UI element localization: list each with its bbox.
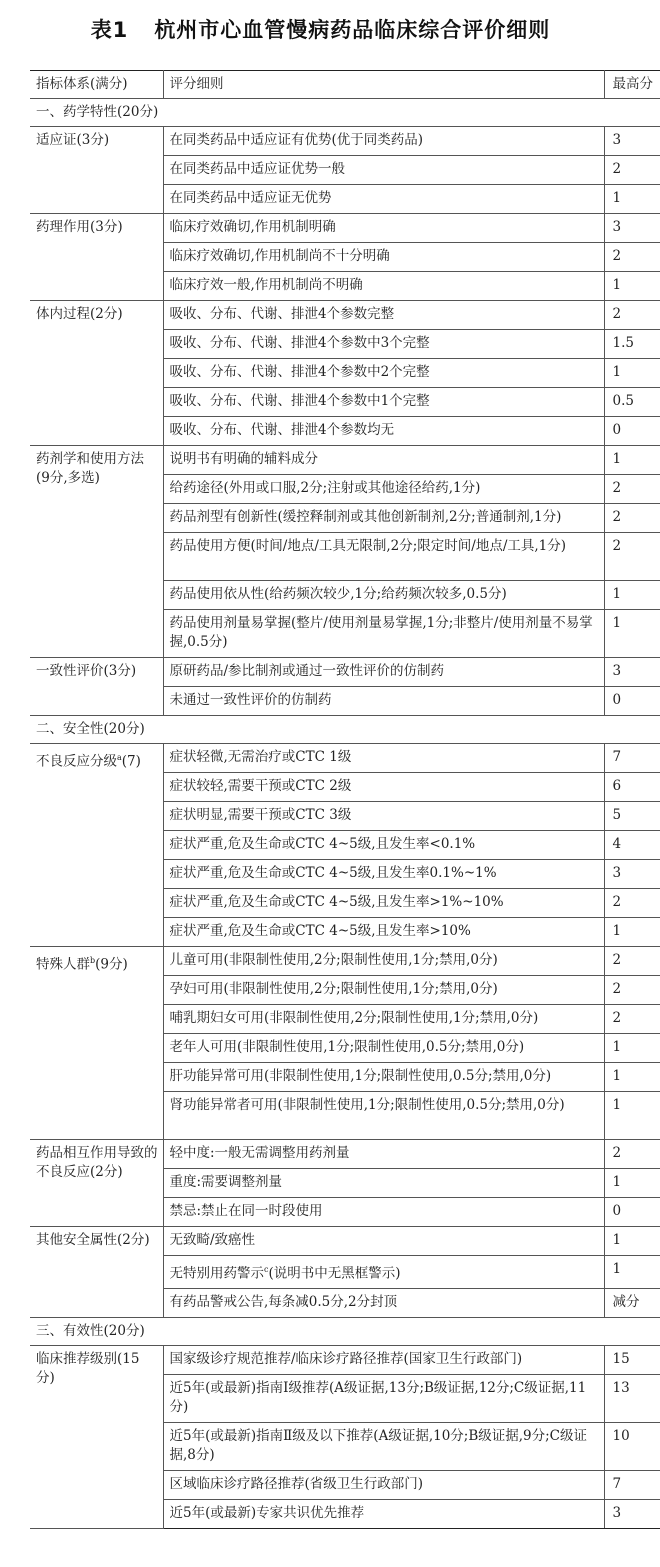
criteria-cell: [163, 1227, 604, 1256]
criteria-cell: [163, 1374, 604, 1422]
criteria-cell: [163, 773, 604, 802]
criteria-cell: [163, 1063, 604, 1092]
indicator-cell: [30, 446, 163, 658]
criteria-cell: [163, 127, 604, 156]
max-score-cell: 1: [604, 446, 660, 475]
criteria-text: 肝功能异常可用(非限制性使用,1分;限制性使用,0.5分;禁用,0分): [169, 1068, 552, 1084]
max-score-cell: 1: [604, 1034, 660, 1063]
indicator-cell: [30, 744, 163, 947]
criteria-note: (说明书中无黑框警示): [268, 1265, 401, 1282]
max-score-cell: 3: [604, 1499, 660, 1528]
max-score-cell: 1: [604, 1063, 660, 1092]
max-score-cell: 0.5: [604, 388, 660, 417]
max-score-cell: 15: [604, 1345, 660, 1374]
criteria-cell: [163, 214, 604, 243]
max-score-cell: 3: [604, 127, 660, 156]
evaluation-table: [30, 70, 660, 1529]
indicator-label: 药理作用(3分): [36, 219, 123, 235]
max-score-cell: 10: [604, 1422, 660, 1470]
footnote-marker: b: [90, 956, 96, 965]
criteria-text: 孕妇可用(非限制性使用,2分;限制性使用,1分;禁用,0分): [169, 981, 498, 997]
criteria-cell: [163, 272, 604, 301]
criteria-text: 肾功能异常者可用(非限制性使用,1分;限制性使用,0.5分;禁用,0分): [169, 1097, 565, 1113]
table-body: [30, 71, 660, 1529]
indicator-label: 药剂学和使用方法(9分,多选): [36, 451, 144, 486]
criteria-text: 症状严重,危及生命或CTC 4~5级,且发生率>10%: [169, 923, 471, 939]
criteria-text: 症状明显,需要干预或CTC 3级: [169, 807, 352, 823]
header-max-score: 最高分: [604, 71, 660, 99]
table-header-row: [30, 71, 660, 99]
table-row: [30, 214, 660, 243]
table-row: [30, 1140, 660, 1169]
criteria-text: 未通过一致性评价的仿制药: [169, 692, 332, 708]
section-title: 一、药学特性(20分): [30, 99, 660, 127]
criteria-cell: [163, 330, 604, 359]
indicator-cell: [30, 947, 163, 1140]
section-title: 三、有效性(20分): [30, 1317, 660, 1345]
criteria-cell: [163, 947, 604, 976]
criteria-cell: [163, 802, 604, 831]
criteria-cell: [163, 156, 604, 185]
max-score-cell: 1: [604, 918, 660, 947]
criteria-cell: [163, 1288, 604, 1317]
max-score-cell: 3: [604, 658, 660, 687]
indicator-cell: [30, 127, 163, 214]
table-row: [30, 947, 660, 976]
criteria-text: 区域临床诊疗路径推荐(省级卫生行政部门): [169, 1475, 424, 1492]
criteria-text: 吸收、分布、代谢、排泄4个参数中1个完整: [169, 393, 430, 409]
criteria-cell: [163, 1198, 604, 1227]
max-score-cell: 5: [604, 802, 660, 831]
criteria-cell: [163, 831, 604, 860]
criteria-cell: [163, 1470, 604, 1499]
criteria-text: 给药途径(外用或口服,2分;注射或其他途径给药,1分): [169, 480, 481, 496]
max-score-cell: 0: [604, 1198, 660, 1227]
table-row: [30, 744, 660, 773]
indicator-cell: [30, 658, 163, 716]
table-row: [30, 1227, 660, 1256]
criteria-cell: [163, 475, 604, 504]
indicator-cell: [30, 1140, 163, 1227]
indicator-label: 不良反应分级: [36, 753, 117, 770]
max-score-cell: 1: [604, 359, 660, 388]
criteria-cell: [163, 1169, 604, 1198]
indicator-label: 特殊人群: [36, 956, 90, 973]
indicator-cell: [30, 301, 163, 446]
criteria-text: 在同类药品中适应证优势一般: [169, 161, 345, 177]
table-title-text: 杭州市心血管慢病药品临床综合评价细则: [154, 18, 551, 42]
max-score-cell: 1: [604, 185, 660, 214]
max-score-cell: 7: [604, 1470, 660, 1499]
criteria-text: 无特别用药警示: [169, 1265, 264, 1282]
criteria-text: 吸收、分布、代谢、排泄4个参数中2个完整: [169, 364, 430, 380]
table-row: [30, 127, 660, 156]
criteria-cell: [163, 1092, 604, 1140]
max-score-cell: 1: [604, 610, 660, 658]
criteria-text: 禁忌:禁止在同一时段使用: [169, 1203, 323, 1219]
max-score-cell: 2: [604, 976, 660, 1005]
table-row: [30, 1345, 660, 1374]
max-score-cell: 2: [604, 156, 660, 185]
criteria-text: 药品使用剂量易掌握(整片/使用剂量易掌握,1分;非整片/使用剂量不易掌握,0.5分): [169, 615, 593, 650]
max-score-cell: 1: [604, 272, 660, 301]
table-title: [0, 0, 641, 58]
criteria-text: 症状轻微,无需治疗或CTC 1级: [169, 749, 352, 765]
max-score-cell: 1: [604, 1092, 660, 1140]
max-score-cell: 13: [604, 1374, 660, 1422]
criteria-cell: [163, 388, 604, 417]
criteria-text: 儿童可用(非限制性使用,2分;限制性使用,1分;禁用,0分): [169, 952, 498, 968]
criteria-cell: [163, 533, 604, 581]
criteria-text: 症状严重,危及生命或CTC 4~5级,且发生率>1%~10%: [169, 894, 504, 910]
criteria-cell: [163, 976, 604, 1005]
criteria-text: 近5年(或最新)指南Ⅰ级推荐(A级证据,13分;B级证据,12分;C级证据,11分): [169, 1379, 587, 1415]
table-row: [30, 301, 660, 330]
criteria-text: 说明书有明确的辅料成分: [169, 451, 318, 467]
table-row: [30, 446, 660, 475]
criteria-text: 近5年(或最新)指南Ⅱ级及以下推荐(A级证据,10分;B级证据,9分;C级证据,8分): [169, 1427, 588, 1463]
max-score-cell: 0: [604, 417, 660, 446]
criteria-text: 药品使用依从性(给药频次较少,1分;给药频次较多,0.5分): [169, 586, 507, 602]
criteria-text: 有药品警戒公告,每条减0.5分,2分封顶: [169, 1293, 398, 1310]
header-indicator: 指标体系(满分): [30, 71, 163, 99]
criteria-cell: [163, 687, 604, 716]
indicator-label: 其他安全属性(2分): [36, 1232, 150, 1248]
criteria-text: 临床疗效一般,作用机制尚不明确: [169, 277, 363, 293]
criteria-text: 药品剂型有创新性(缓控释制剂或其他创新制剂,2分;普通制剂,1分): [169, 509, 562, 525]
footnote-marker: c: [264, 1265, 269, 1274]
max-score-cell: 2: [604, 1140, 660, 1169]
max-score-cell: 4: [604, 831, 660, 860]
indicator-label: 临床推荐级别(15分): [36, 1350, 140, 1386]
section-title: 二、安全性(20分): [30, 716, 660, 744]
max-score-cell: 1: [604, 1169, 660, 1198]
header-criteria: 评分细则: [163, 71, 604, 99]
section-row: [30, 1317, 660, 1345]
criteria-cell: [163, 1345, 604, 1374]
criteria-cell: [163, 243, 604, 272]
criteria-cell: [163, 1140, 604, 1169]
max-score-cell: 2: [604, 301, 660, 330]
criteria-cell: [163, 860, 604, 889]
max-score-cell: 2: [604, 475, 660, 504]
max-score-cell: 7: [604, 744, 660, 773]
max-score-cell: 减分: [604, 1288, 660, 1317]
max-score-cell: 2: [604, 504, 660, 533]
table-row: [30, 658, 660, 687]
criteria-text: 哺乳期妇女可用(非限制性使用,2分;限制性使用,1分;禁用,0分): [169, 1010, 539, 1026]
criteria-cell: [163, 1256, 604, 1289]
max-score-cell: 2: [604, 533, 660, 581]
criteria-text: 在同类药品中适应证无优势: [169, 190, 332, 206]
criteria-cell: [163, 185, 604, 214]
criteria-cell: [163, 504, 604, 533]
criteria-text: 药品使用方便(时间/地点/工具无限制,2分;限定时间/地点/工具,1分): [169, 538, 567, 554]
table-number: 表1: [90, 18, 129, 42]
section-row: [30, 716, 660, 744]
max-score-cell: 1: [604, 1256, 660, 1289]
criteria-text: 重度:需要调整剂量: [169, 1174, 283, 1190]
criteria-text: 吸收、分布、代谢、排泄4个参数完整: [169, 306, 395, 322]
criteria-cell: [163, 581, 604, 610]
criteria-text: 在同类药品中适应证有优势(优于同类药品): [169, 132, 424, 148]
criteria-text: 症状严重,危及生命或CTC 4~5级,且发生率0.1%~1%: [169, 865, 497, 881]
criteria-cell: [163, 1422, 604, 1470]
max-score-cell: 1.5: [604, 330, 660, 359]
criteria-text: 临床疗效确切,作用机制明确: [169, 219, 336, 235]
criteria-cell: [163, 1005, 604, 1034]
criteria-text: 临床疗效确切,作用机制尚不十分明确: [169, 248, 390, 264]
criteria-text: 国家级诊疗规范推荐/临床诊疗路径推荐(国家卫生行政部门): [169, 1350, 523, 1367]
criteria-text: 症状严重,危及生命或CTC 4~5级,且发生率<0.1%: [169, 836, 476, 852]
indicator-label: 一致性评价(3分): [36, 663, 137, 679]
indicator-cell: [30, 214, 163, 301]
max-score-cell: 2: [604, 889, 660, 918]
section-row: [30, 99, 660, 127]
max-score-cell: 2: [604, 243, 660, 272]
footnote-marker: a: [117, 753, 122, 762]
criteria-cell: [163, 744, 604, 773]
criteria-cell: [163, 658, 604, 687]
criteria-text: 无致畸/致癌性: [169, 1232, 256, 1248]
max-score-cell: 1: [604, 581, 660, 610]
max-score-cell: 1: [604, 1227, 660, 1256]
max-score-cell: 3: [604, 860, 660, 889]
criteria-text: 症状较轻,需要干预或CTC 2级: [169, 778, 352, 794]
criteria-cell: [163, 417, 604, 446]
criteria-cell: [163, 918, 604, 947]
criteria-text: 吸收、分布、代谢、排泄4个参数中3个完整: [169, 335, 430, 351]
max-score-cell: 6: [604, 773, 660, 802]
criteria-text: 轻中度:一般无需调整用药剂量: [169, 1145, 350, 1161]
max-score-cell: 2: [604, 1005, 660, 1034]
criteria-cell: [163, 446, 604, 475]
criteria-cell: [163, 301, 604, 330]
criteria-text: 老年人可用(非限制性使用,1分;限制性使用,0.5分;禁用,0分): [169, 1039, 525, 1055]
indicator-points: (7): [121, 753, 141, 770]
criteria-text: 吸收、分布、代谢、排泄4个参数均无: [169, 422, 395, 438]
criteria-cell: [163, 359, 604, 388]
indicator-cell: [30, 1345, 163, 1528]
indicator-label: 适应证(3分): [36, 132, 110, 148]
max-score-cell: 0: [604, 687, 660, 716]
criteria-cell: [163, 1034, 604, 1063]
criteria-text: 近5年(或最新)专家共识优先推荐: [169, 1504, 365, 1521]
indicator-cell: [30, 1227, 163, 1318]
indicator-label: 体内过程(2分): [36, 306, 123, 322]
indicator-label: 药品相互作用导致的不良反应(2分): [36, 1145, 158, 1180]
indicator-points: (9分): [95, 956, 128, 973]
criteria-text: 原研药品/参比制剂或通过一致性评价的仿制药: [169, 663, 445, 679]
max-score-cell: 3: [604, 214, 660, 243]
max-score-cell: 2: [604, 947, 660, 976]
criteria-cell: [163, 1499, 604, 1528]
criteria-cell: [163, 610, 604, 658]
criteria-cell: [163, 889, 604, 918]
